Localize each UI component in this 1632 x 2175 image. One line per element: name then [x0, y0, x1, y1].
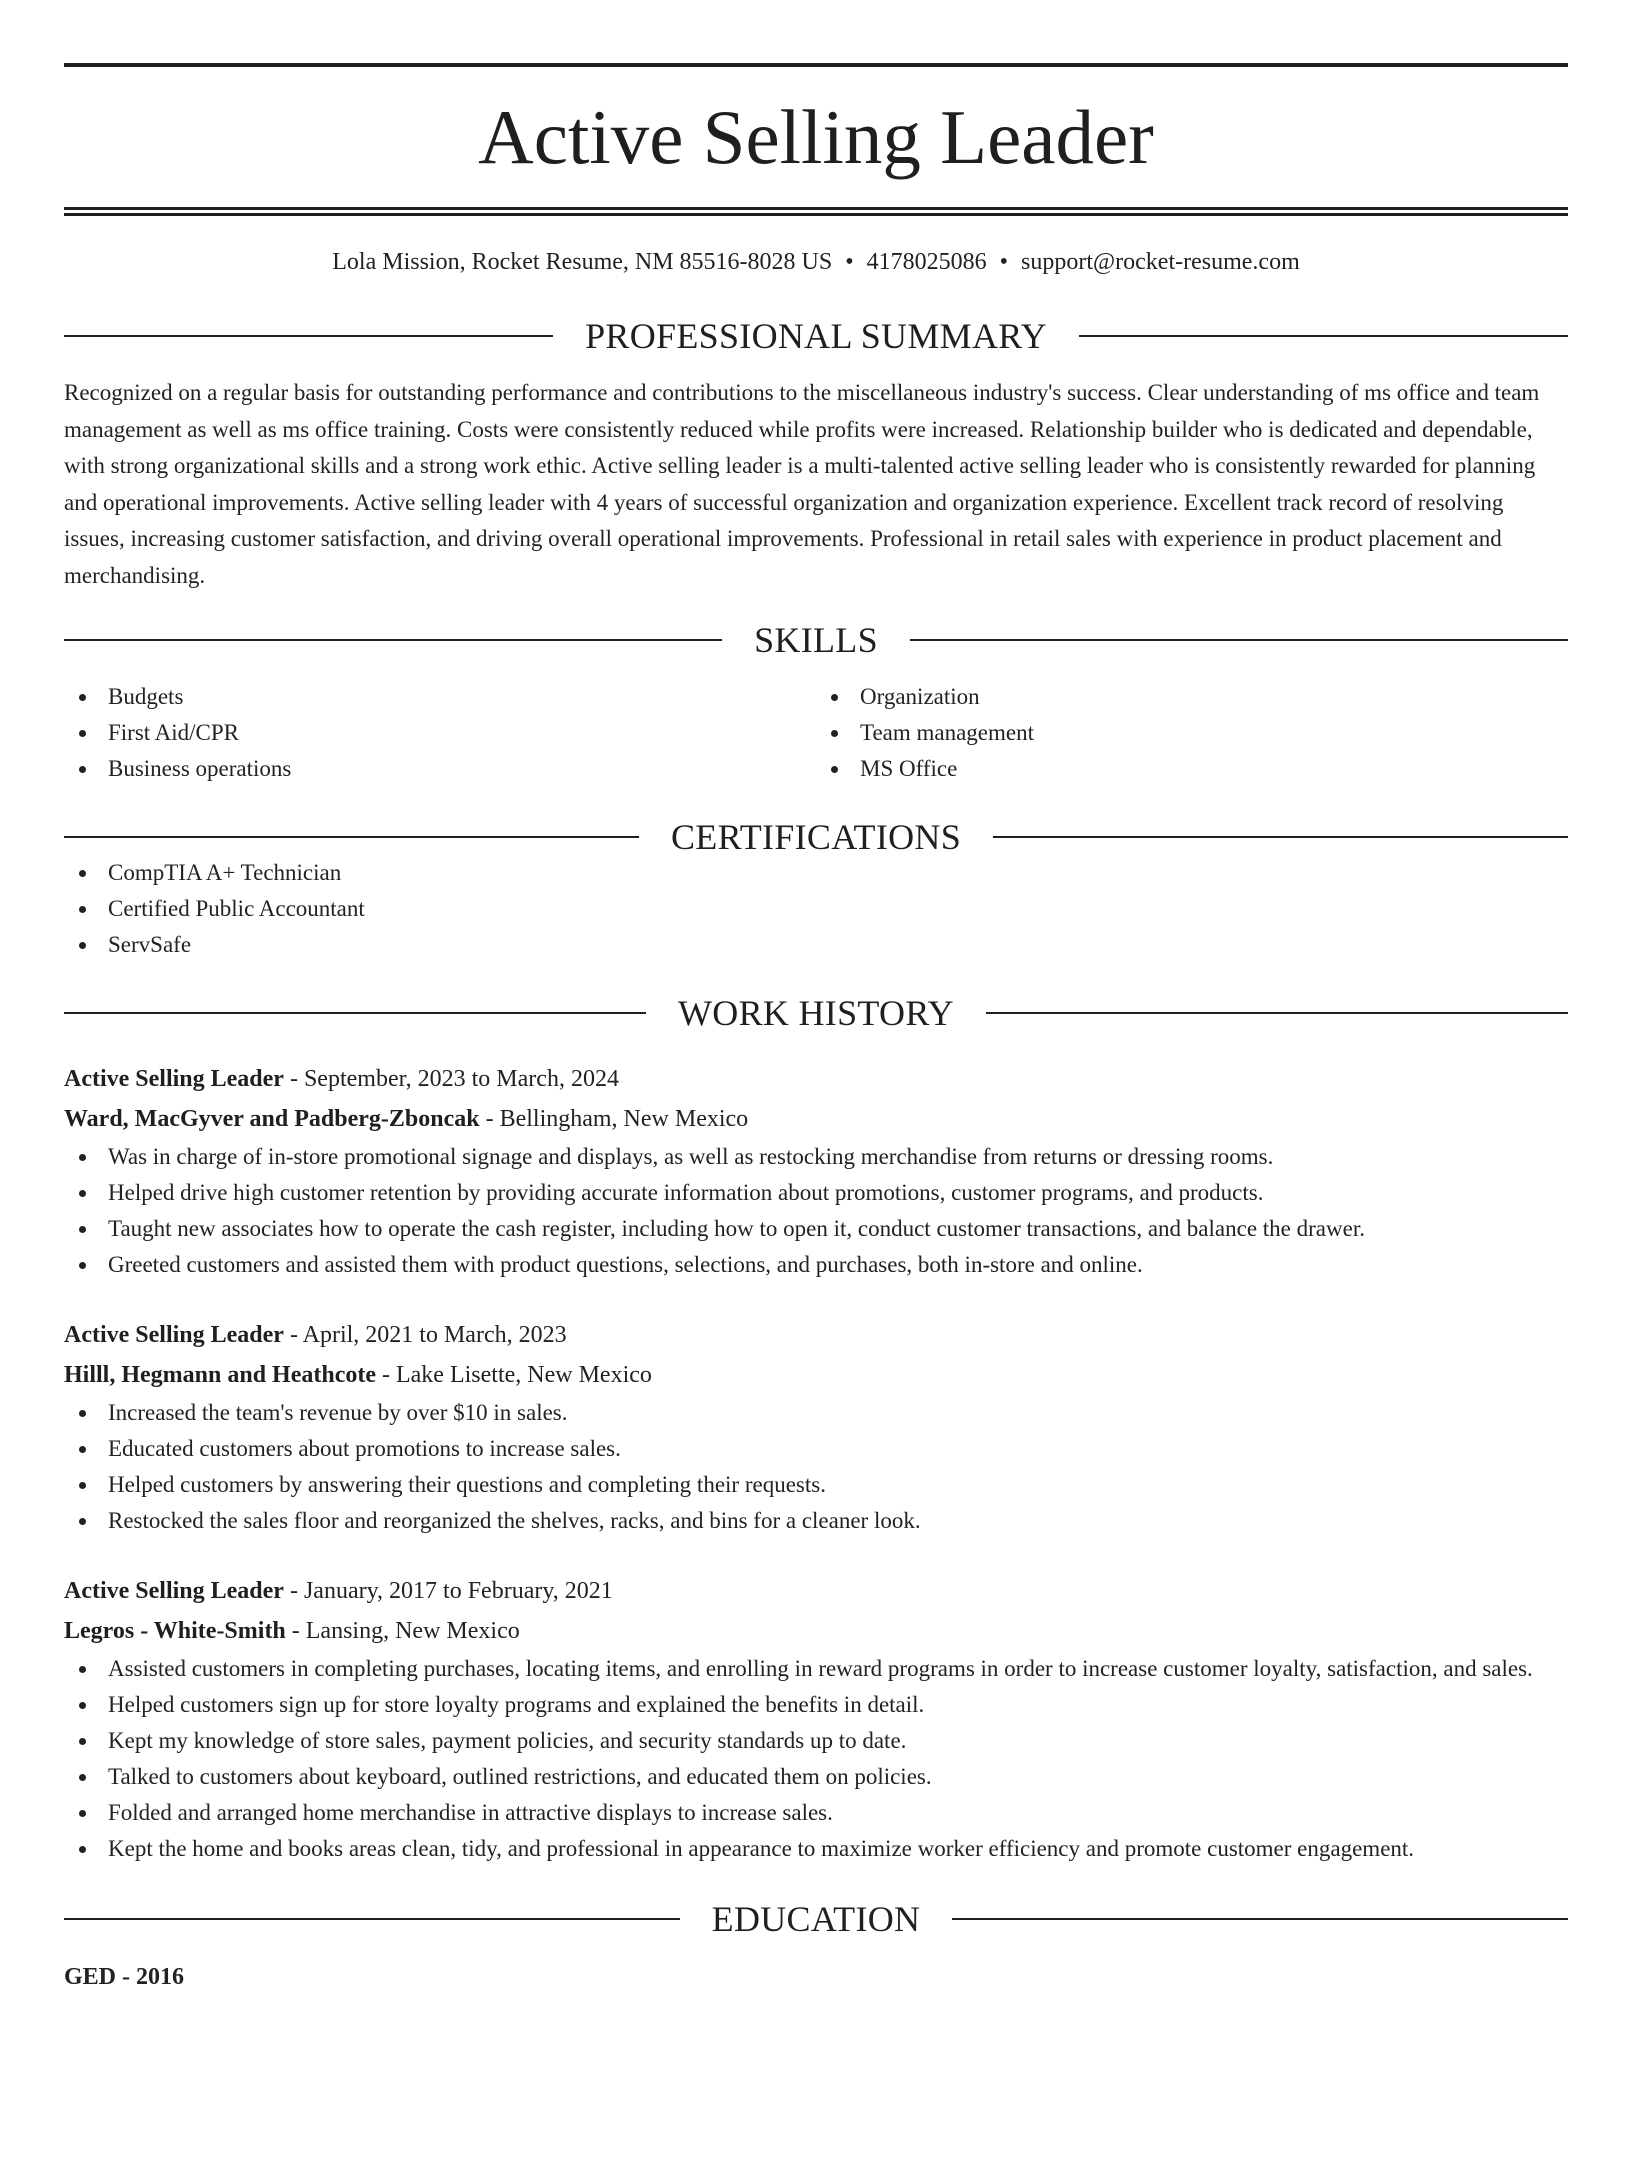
certification-item: Certified Public Accountant: [64, 891, 1568, 927]
contact-separator: •: [999, 249, 1009, 275]
divider-line: [64, 335, 553, 337]
job-title-line: [64, 1571, 1568, 1611]
skill-item: Budgets: [64, 679, 816, 715]
job-title: Active Selling Leader: [64, 1578, 284, 1604]
contact-phone: 4178025086: [866, 249, 987, 275]
resume-title: Active Selling Leader: [478, 94, 1154, 180]
skill-item: First Aid/CPR: [64, 715, 816, 751]
certifications-list: [64, 855, 1568, 963]
section-title-certifications: CERTIFICATIONS: [670, 817, 962, 857]
job-duty-item: Helped customers by answering their questions and completing their requests.: [64, 1467, 1568, 1503]
divider-line: [952, 1918, 1568, 1920]
section-title-skills: SKILLS: [754, 620, 878, 660]
section-header-education: [64, 1901, 1568, 1937]
skills-column-left: [64, 679, 816, 787]
skill-item: Business operations: [64, 751, 816, 787]
job-duty-item: Kept my knowledge of store sales, payment policies, and security standards up to date.: [64, 1723, 1568, 1759]
contact-line: [64, 250, 1568, 274]
section-title-work-history: WORK HISTORY: [678, 993, 954, 1033]
section-title-education: EDUCATION: [711, 1899, 921, 1939]
section-title-summary: PROFESSIONAL SUMMARY: [585, 316, 1047, 356]
job-dates: - September, 2023 to March, 2024: [283, 1066, 619, 1092]
section-header-certifications: [64, 819, 1568, 855]
job-location: - Lake Lisette, New Mexico: [376, 1362, 652, 1388]
section-header-skills: [64, 622, 1568, 658]
divider-line: [1079, 335, 1568, 337]
job-entry: [64, 1571, 1568, 1867]
job-duty-item: Was in charge of in-store promotional signage and displays, as well as restocking merchandise from returns or dressing rooms.: [64, 1139, 1568, 1175]
job-duty-item: Assisted customers in completing purchases, locating items, and enrolling in reward programs in order to increase customer loyalty, satisfaction, and sales.: [64, 1651, 1568, 1687]
job-location: - Bellingham, New Mexico: [479, 1106, 749, 1132]
job-duty-item: Greeted customers and assisted them with product questions, selections, and purchases, both in-store and online.: [64, 1247, 1568, 1283]
job-duties-list: [64, 1395, 1568, 1539]
education-entry: GED - 2016: [64, 1964, 184, 1990]
top-rule: [64, 63, 1568, 67]
summary-text: Recognized on a regular basis for outstanding performance and contributions to the miscellaneous industry's success. Clear understanding of ms office and team management as well as ms office training. Costs were consistently reduced while profits were increased. Relationship builder who is dedicated and dependable, with strong organizational skills and a strong work ethic. Active selling leader is a multi-talented active selling leader who is consistently rewarded for planning and operational improvements. Active selling leader with 4 years of successful organization and organization experience. Excellent track record of resolving issues, increasing customer satisfaction, and driving overall operational improvements. Professional in retail sales with experience in product placement and merchandising.: [64, 380, 1540, 588]
job-title: Active Selling Leader: [64, 1066, 284, 1092]
divider-line: [64, 639, 722, 641]
divider-line: [64, 1918, 680, 1920]
skills-column-right: [816, 679, 1568, 787]
job-title: Active Selling Leader: [64, 1322, 284, 1348]
job-duty-item: Folded and arranged home merchandise in attractive displays to increase sales.: [64, 1795, 1568, 1831]
job-company-line: [64, 1611, 1568, 1651]
job-title-line: [64, 1315, 1568, 1355]
job-company-line: [64, 1355, 1568, 1395]
job-dates: - April, 2021 to March, 2023: [283, 1322, 567, 1348]
job-duties-list: [64, 1139, 1568, 1283]
title-double-rule: [64, 207, 1568, 216]
contact-address: Lola Mission, Rocket Resume, NM 85516-8028 US: [332, 249, 833, 275]
divider-line: [910, 639, 1568, 641]
skill-item: MS Office: [816, 751, 1568, 787]
job-duty-item: Talked to customers about keyboard, outlined restrictions, and educated them on policies.: [64, 1759, 1568, 1795]
job-company: Legros - White-Smith: [64, 1618, 286, 1644]
job-duties-list: [64, 1651, 1568, 1867]
contact-email: support@rocket-resume.com: [1021, 249, 1300, 275]
skills-grid: [64, 679, 1568, 787]
job-location: - Lansing, New Mexico: [285, 1618, 520, 1644]
skill-item: Team management: [816, 715, 1568, 751]
resume-page: [0, 63, 1632, 2175]
skill-item: Organization: [816, 679, 1568, 715]
job-entry: [64, 1059, 1568, 1283]
certification-item: CompTIA A+ Technician: [64, 855, 1568, 891]
divider-line: [986, 1012, 1568, 1014]
job-company: Ward, MacGyver and Padberg-Zboncak: [64, 1106, 480, 1132]
contact-separator: •: [845, 249, 854, 275]
job-entry: [64, 1315, 1568, 1539]
divider-line: [64, 1012, 646, 1014]
section-header-summary: [64, 318, 1568, 354]
job-company: Hilll, Hegmann and Heathcote: [64, 1362, 376, 1388]
job-duty-item: Helped drive high customer retention by providing accurate information about promotions, customer programs, and products.: [64, 1175, 1568, 1211]
job-dates: - January, 2017 to February, 2021: [283, 1578, 613, 1604]
job-title-line: [64, 1059, 1568, 1099]
job-duty-item: Taught new associates how to operate the cash register, including how to open it, conduct customer transactions, and balance the drawer.: [64, 1211, 1568, 1247]
job-duty-item: Educated customers about promotions to increase sales.: [64, 1431, 1568, 1467]
job-company-line: [64, 1099, 1568, 1139]
job-duty-item: Increased the team's revenue by over $10 in sales.: [64, 1395, 1568, 1431]
job-duty-item: Restocked the sales floor and reorganized the shelves, racks, and bins for a cleaner look.: [64, 1503, 1568, 1539]
job-duty-item: Kept the home and books areas clean, tidy, and professional in appearance to maximize worker efficiency and promote customer engagement.: [64, 1831, 1568, 1867]
job-duty-item: Helped customers sign up for store loyalty programs and explained the benefits in detail.: [64, 1687, 1568, 1723]
divider-line: [64, 836, 639, 838]
certification-item: ServSafe: [64, 927, 1568, 963]
divider-line: [993, 836, 1568, 838]
section-header-work-history: [64, 995, 1568, 1031]
